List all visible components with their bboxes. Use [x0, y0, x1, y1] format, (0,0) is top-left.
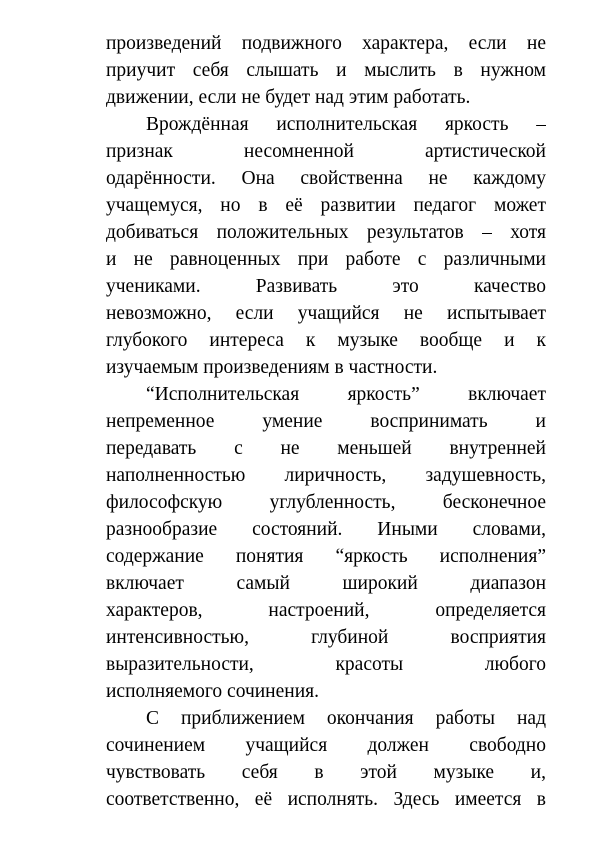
text-line: изучаемым произведениям в частности. [106, 357, 438, 378]
text-line: выразительности, красоты любого [106, 654, 546, 675]
text-line: и не равноценных при работе с различными [106, 249, 546, 270]
text-line: передавать с не меньшей внутренней [106, 438, 546, 459]
text-line: сочинением учащийся должен свободно [106, 735, 546, 756]
text-line: чувствовать себя в этой музыке и, [106, 762, 546, 783]
text-line: произведений подвижного характера, если не [106, 33, 546, 54]
text-line: разнообразие состояний. Иными словами, [106, 519, 546, 540]
text-line: С приближением окончания работы над [146, 708, 546, 729]
text-line: интенсивностью, глубиной восприятия [106, 627, 546, 648]
text-line: наполненностью лиричность, задушевность, [106, 465, 546, 486]
text-line: соответственно, её исполнять. Здесь имеется в [106, 789, 546, 810]
text-line: “Исполнительская яркость” включает [146, 384, 546, 405]
text-line: приучит себя слышать и мыслить в нужном [106, 60, 546, 81]
text-line: включает самый широкий диапазон [106, 573, 546, 594]
text-line: непременное умение воспринимать и [106, 411, 546, 432]
text-line: невозможно, если учащийся не испытывает [106, 303, 546, 324]
body-text [106, 30, 546, 813]
text-line: одарённости. Она свойственна не каждому [106, 168, 546, 189]
text-line: характеров, настроений, определяется [106, 600, 546, 621]
text-line: учащемуся, но в её развитии педагог может [106, 195, 546, 216]
text-line: учениками. Развивать это качество [106, 276, 546, 297]
text-line: глубокого интереса к музыке вообще и к [106, 330, 546, 351]
text-line: Врождённая исполнительская яркость – [146, 114, 546, 135]
text-line: движении, если не будет над этим работать. [106, 87, 471, 108]
text-line: философскую углубленность, бесконечное [106, 492, 546, 513]
text-line: добиваться положительных результатов – хотя [106, 222, 546, 243]
text-line: исполняемого сочинения. [106, 681, 319, 702]
text-line: содержание понятия “яркость исполнения” [106, 546, 546, 567]
text-line: признак несомненной артистической [106, 141, 546, 162]
